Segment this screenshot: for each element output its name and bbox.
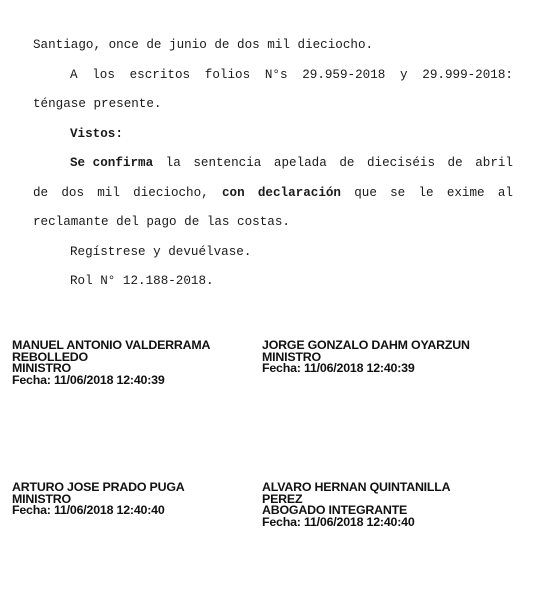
signer-role: MINISTRO — [12, 361, 71, 375]
word: le — [418, 185, 434, 200]
word: mil — [97, 185, 120, 200]
signer-role: MINISTRO — [12, 491, 71, 506]
word: la — [165, 156, 181, 170]
word: folios — [204, 67, 251, 82]
word: de — [33, 185, 49, 200]
signature-date: Fecha: 11/06/2018 12:40:39 — [12, 372, 165, 387]
date-line-text: Santiago, once de junio de dos mil dieciocho. — [33, 38, 374, 52]
resolution-body — [33, 35, 513, 301]
registrese-text: Regístrese y devuélvase. — [70, 244, 252, 259]
signer-name-line: ALVARO HERNAN QUINTANILLA — [262, 480, 451, 494]
paragraph2-line1 — [33, 153, 513, 183]
signature-block-dahm — [262, 340, 470, 375]
paragraph1-line1 — [33, 65, 513, 95]
signer-name-line: JORGE GONZALO DAHM OYARZUN — [262, 338, 470, 352]
word: que — [354, 185, 377, 200]
signature-block-prado — [12, 482, 185, 517]
word: escritos — [129, 67, 191, 82]
word: 29.959-2018 — [302, 67, 386, 82]
signature-date: Fecha: 11/06/2018 12:40:40 — [262, 514, 415, 529]
word: apelada — [273, 156, 327, 170]
signature-block-valderrama — [12, 340, 210, 386]
paragraph2-line2 — [33, 183, 513, 213]
paragraph2-line3-text: reclamante del pago de las costas. — [33, 215, 290, 229]
signer-name-line: REBOLLEDO — [12, 349, 88, 364]
word: abril — [475, 156, 513, 170]
vistos-heading: Vistos: — [70, 126, 123, 141]
word: los — [92, 67, 115, 82]
word: de — [447, 156, 463, 170]
vistos-line — [33, 124, 513, 154]
word: se — [390, 185, 406, 200]
signer-name-line: MANUEL ANTONIO VALDERRAMA — [12, 338, 211, 352]
word: dieciocho, — [133, 185, 209, 200]
bold-word: con — [221, 185, 245, 200]
bold-phrase: Se confirma — [70, 156, 154, 170]
signature-date: Fecha: 11/06/2018 12:40:40 — [12, 503, 165, 517]
rol-number: Rol N° 12.188-2018. — [70, 274, 214, 288]
signer-role: MINISTRO — [262, 349, 321, 364]
rol-line — [33, 271, 513, 301]
paragraph1-line2 — [33, 94, 513, 124]
word: A — [70, 67, 78, 82]
paragraph1-line2-text: téngase presente. — [33, 97, 162, 111]
word: al — [497, 185, 513, 200]
word: exime — [446, 185, 485, 200]
word: sentencia — [193, 156, 262, 170]
word: dos — [61, 185, 85, 200]
word: N°s — [264, 67, 288, 82]
date-line — [33, 35, 513, 65]
word: 29.999-2018: — [422, 67, 513, 82]
word: de — [339, 156, 355, 170]
word: dieciséis — [366, 156, 436, 170]
signature-date: Fecha: 11/06/2018 12:40:39 — [262, 361, 415, 375]
bold-word: declaración — [257, 185, 341, 200]
signer-name-line: PEREZ — [262, 491, 303, 506]
paragraph2-line3 — [33, 212, 513, 242]
signer-role: ABOGADO INTEGRANTE — [262, 503, 408, 517]
signer-name-line: ARTURO JOSE PRADO PUGA — [12, 480, 185, 494]
registrese-line — [33, 242, 513, 272]
word: y — [400, 67, 408, 82]
signature-block-quintanilla — [262, 482, 450, 528]
